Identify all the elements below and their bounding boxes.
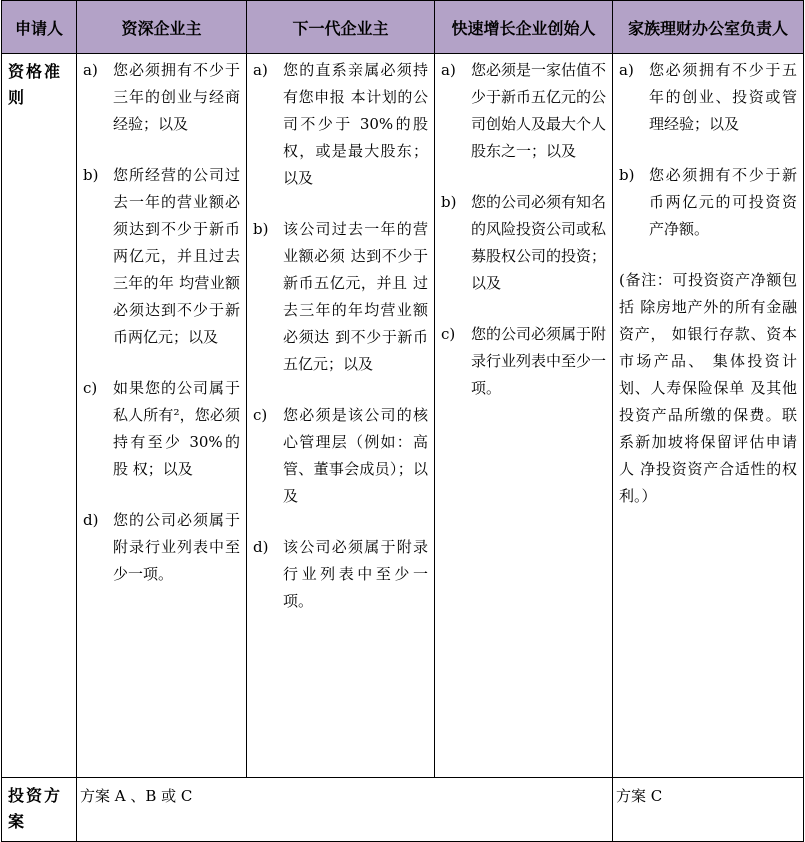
criterion-text: 您的公司必须有知名的风险投资公司或私募股权公司的投资；以及 <box>471 193 607 292</box>
investment-plan-abc: 方案 A 、B 或 C <box>77 778 613 842</box>
criterion-text: 您的公司必须属于附录行业列表中至少一项。 <box>113 511 240 583</box>
header-applicant: 申请人 <box>2 1 77 54</box>
investment-plan-row <box>2 778 804 842</box>
header-fast-growth-founder: 快速增长企业创始人 <box>435 1 613 54</box>
criterion-item <box>441 57 606 165</box>
criterion-text: 该公司过去一年的营业额必须 达到不少于新币五亿元，并且 过去三年的年均营业额必须达 到不少于新币五亿元；以及 <box>283 220 428 373</box>
criteria-row <box>2 54 804 778</box>
criterion-marker: b) <box>83 166 99 184</box>
criterion-marker: a) <box>441 61 456 79</box>
criterion-marker: a) <box>83 61 98 79</box>
criterion-text: 您必须拥有不少于新币两亿元的可投资资产净额。 <box>649 166 797 238</box>
criteria-senior-owner <box>77 54 247 778</box>
criterion-marker: a) <box>253 61 268 79</box>
criterion-marker: a) <box>619 61 634 79</box>
header-family-office-head: 家族理财办公室负责人 <box>613 1 804 54</box>
criterion-marker: c) <box>253 406 268 424</box>
criterion-marker: c) <box>441 325 456 343</box>
investment-plan-label: 投资方案 <box>2 778 77 842</box>
criterion-marker: d) <box>83 511 99 529</box>
criterion-marker: b) <box>619 166 635 184</box>
criterion-item <box>253 402 428 510</box>
header-row <box>2 1 804 54</box>
criterion-item <box>619 57 797 138</box>
criteria-label: 资格准则 <box>2 54 77 778</box>
header-senior-owner: 资深企业主 <box>77 1 247 54</box>
criterion-marker: b) <box>441 193 457 211</box>
eligibility-table <box>1 0 804 842</box>
criterion-item <box>253 216 428 378</box>
criterion-text: 该公司必须属于附录行业列表中至少一项。 <box>283 538 428 610</box>
criterion-text: 如果您的公司属于私人所有²，您必须持有至少 30%的股 权；以及 <box>113 379 240 478</box>
criteria-family-office-head <box>613 54 804 778</box>
criterion-text: 您的直系亲属必须持有您申报 本计划的公司不少于 30%的股 权，或是最大股东； 以及 <box>283 61 428 187</box>
criterion-item <box>619 162 797 243</box>
criterion-item <box>441 189 606 297</box>
criterion-item <box>441 321 606 402</box>
criterion-item <box>253 534 428 615</box>
criterion-text: 您必须是一家估值不少于新币五亿元的公司创始人及最大个人股东之一；以及 <box>471 61 607 160</box>
criterion-item <box>253 57 428 192</box>
header-next-gen-owner: 下一代企业主 <box>247 1 435 54</box>
investable-assets-note: (备注：可投资资产净额包括 除房地产外的所有金融资产， 如银行存款、资本市场产品、 集体投资计划、人寿保险保单 及其他投资产品所缴的保费。联系新加坡将保留评估申请人 净投资资产合适性的权利。） <box>619 271 797 505</box>
criterion-item <box>83 507 240 588</box>
criterion-marker: c) <box>83 379 98 397</box>
criterion-text: 您所经营的公司过去一年的营业额必须达到不少于新币 两亿元，并且过去三年的年 均营业额必须达到不少于新 币两亿元；以及 <box>113 166 240 346</box>
criterion-text: 您的公司必须属于附录行业列表中至少一项。 <box>471 325 607 397</box>
investment-plan-c: 方案 C <box>613 778 804 842</box>
criterion-text: 您必须拥有不少于五年的创业、投资或管理经验；以及 <box>649 61 797 133</box>
criteria-next-gen-owner <box>247 54 435 778</box>
criteria-fast-growth-founder <box>435 54 613 778</box>
criterion-item <box>83 57 240 138</box>
criterion-marker: d) <box>253 538 269 556</box>
criterion-text: 您必须拥有不少于三年的创业与经商经验；以及 <box>113 61 240 133</box>
criterion-text: 您必须是该公司的核心管理层（例如：高管、董事会成员）；以及 <box>283 406 428 505</box>
criterion-marker: b) <box>253 220 269 238</box>
criterion-item <box>83 162 240 351</box>
criterion-item <box>83 375 240 483</box>
